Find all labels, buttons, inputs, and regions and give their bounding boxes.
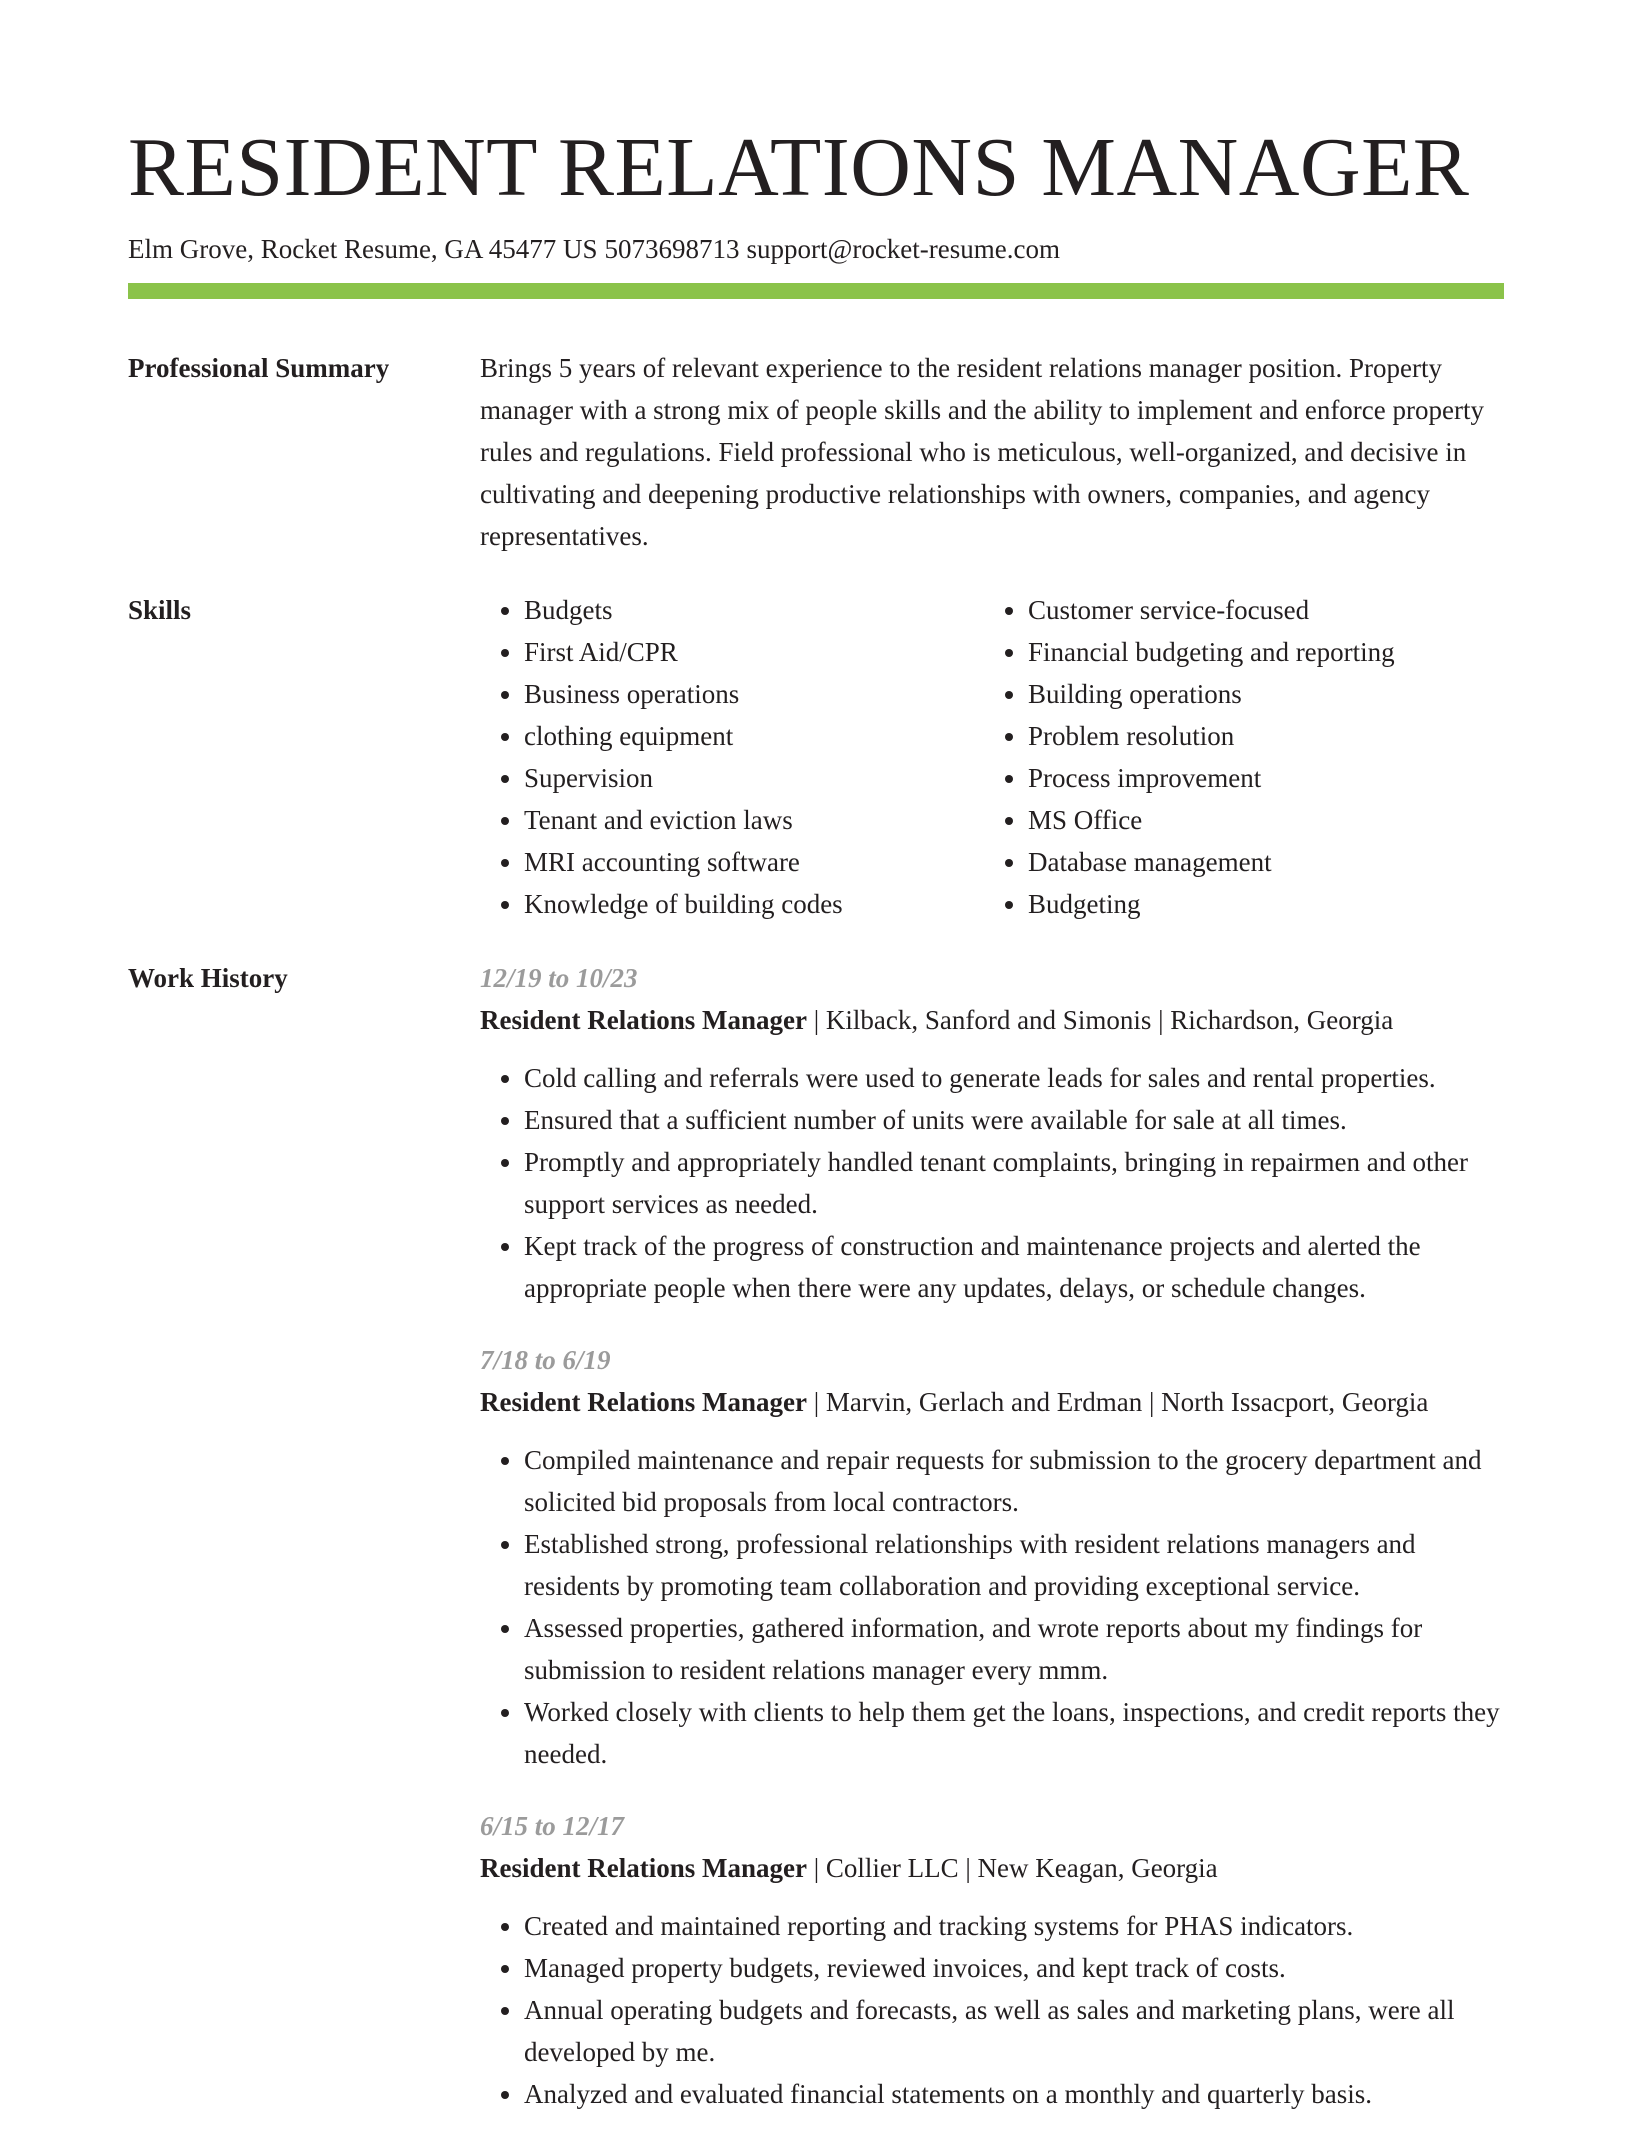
- job-bullet: • Kept track of the progress of construction and maintenance projects and alerted the appropriate people when there were any updates, delays, or schedule changes.: [524, 1225, 1504, 1309]
- contact-email: support@rocket-resume.com: [746, 234, 1060, 264]
- job-title: Resident Relations Manager: [480, 1387, 807, 1417]
- job-separator: |: [806, 1005, 826, 1035]
- skill-item: • Process improvement: [1028, 757, 1488, 799]
- skills-section-title: Skills: [128, 595, 192, 625]
- job-dates: 7/18 to 6/19: [480, 1345, 611, 1375]
- skill-item: • clothing equipment: [524, 715, 984, 757]
- job-bullet: • Analyzed and evaluated financial statements on a monthly and quarterly basis.: [524, 2073, 1504, 2115]
- skill-item: • Budgets: [524, 589, 984, 631]
- skill-item: • Problem resolution: [1028, 715, 1488, 757]
- job-separator: |: [806, 1853, 826, 1883]
- job-bullet: • Compiled maintenance and repair requests for submission to the grocery department and solicited bid proposals from local contractors.: [524, 1439, 1504, 1523]
- job-company: Kilback, Sanford and Simonis: [825, 1005, 1152, 1035]
- skill-item: • Customer service-focused: [1028, 589, 1488, 631]
- job-bullet: • Ensured that a sufficient number of units were available for sale at all times.: [524, 1099, 1504, 1141]
- job-separator: |: [1142, 1387, 1162, 1417]
- job-location: North Issacport, Georgia: [1161, 1387, 1429, 1417]
- job-separator: |: [958, 1853, 978, 1883]
- job-bullet: • Managed property budgets, reviewed invoices, and kept track of costs.: [524, 1947, 1504, 1989]
- job-bullet: • Established strong, professional relationships with resident relations managers and residents by promoting team collaboration and providing exceptional service.: [524, 1523, 1504, 1607]
- contact-line: [128, 232, 1504, 266]
- resume-page: [128, 0, 1504, 2145]
- job-company: Marvin, Gerlach and Erdman: [825, 1387, 1143, 1417]
- job-dates: 12/19 to 10/23: [480, 963, 638, 993]
- job-bullet: • Assessed properties, gathered information, and wrote reports about my findings for submission to resident relations manager every mmm.: [524, 1607, 1504, 1691]
- contact-phone: 5073698713: [604, 234, 740, 264]
- skill-item: • Knowledge of building codes: [524, 883, 984, 925]
- contact-address: Elm Grove, Rocket Resume, GA 45477 US: [128, 234, 598, 264]
- summary-section-body: [480, 347, 1504, 557]
- skill-item: • First Aid/CPR: [524, 631, 984, 673]
- job-location: New Keagan, Georgia: [977, 1853, 1218, 1883]
- job-bullet-list: [480, 1057, 1504, 1309]
- skill-item: • Tenant and eviction laws: [524, 799, 984, 841]
- job-header-line: [480, 1381, 1504, 1423]
- job-separator: |: [1151, 1005, 1171, 1035]
- job-separator: |: [806, 1387, 826, 1417]
- work-history-section: [128, 957, 1504, 2145]
- skill-item: • Financial budgeting and reporting: [1028, 631, 1488, 673]
- job-bullet: • Annual operating budgets and forecasts, as well as sales and marketing plans, were all developed by me.: [524, 1989, 1504, 2073]
- work-history-list: [480, 957, 1504, 2145]
- skill-item: • Building operations: [1028, 673, 1488, 715]
- work-history-section-title: Work History: [128, 963, 288, 993]
- job-bullet-list: [480, 1439, 1504, 1775]
- job-bullet: • Worked closely with clients to help them get the loans, inspections, and credit reports they needed.: [524, 1691, 1504, 1775]
- job-header-line: [480, 999, 1504, 1041]
- accent-divider: [128, 283, 1504, 299]
- job-dates: 6/15 to 12/17: [480, 1811, 625, 1841]
- job-entry: [480, 957, 1504, 1309]
- summary-section-title: Professional Summary: [128, 353, 390, 383]
- job-entry: [480, 1805, 1504, 2115]
- skill-item: • MS Office: [1028, 799, 1488, 841]
- job-bullet: • Cold calling and referrals were used to generate leads for sales and rental properties.: [524, 1057, 1504, 1099]
- summary-section: [128, 347, 1504, 557]
- job-bullet: • Created and maintained reporting and tracking systems for PHAS indicators.: [524, 1905, 1504, 1947]
- skill-item: • Database management: [1028, 841, 1488, 883]
- job-title: Resident Relations Manager: [480, 1853, 807, 1883]
- skills-section: [128, 589, 1504, 925]
- job-header-line: [480, 1847, 1504, 1889]
- skills-column-right: [984, 589, 1488, 925]
- skill-item: • Budgeting: [1028, 883, 1488, 925]
- skill-item: • Business operations: [524, 673, 984, 715]
- job-company: Collier LLC: [825, 1853, 959, 1883]
- summary-text: Brings 5 years of relevant experience to the resident relations manager position. Property manager with a strong mix of people skills and the ability to implement and enforce property rules and regulations. Field professional who is meticulous, well-organized, and decisive in cultivating and deepening productive relationships with owners, companies, and agency representatives.: [480, 353, 1484, 551]
- resume-name-heading: RESIDENT RELATIONS MANAGER: [128, 121, 1470, 214]
- job-entry: [480, 1339, 1504, 1775]
- job-bullet: • Promptly and appropriately handled tenant complaints, bringing in repairmen and other support services as needed.: [524, 1141, 1504, 1225]
- job-location: Richardson, Georgia: [1170, 1005, 1394, 1035]
- job-title: Resident Relations Manager: [480, 1005, 807, 1035]
- skill-item: • MRI accounting software: [524, 841, 984, 883]
- skill-item: • Supervision: [524, 757, 984, 799]
- skills-list: [480, 589, 1504, 925]
- job-bullet-list: [480, 1905, 1504, 2115]
- skills-column-left: [480, 589, 984, 925]
